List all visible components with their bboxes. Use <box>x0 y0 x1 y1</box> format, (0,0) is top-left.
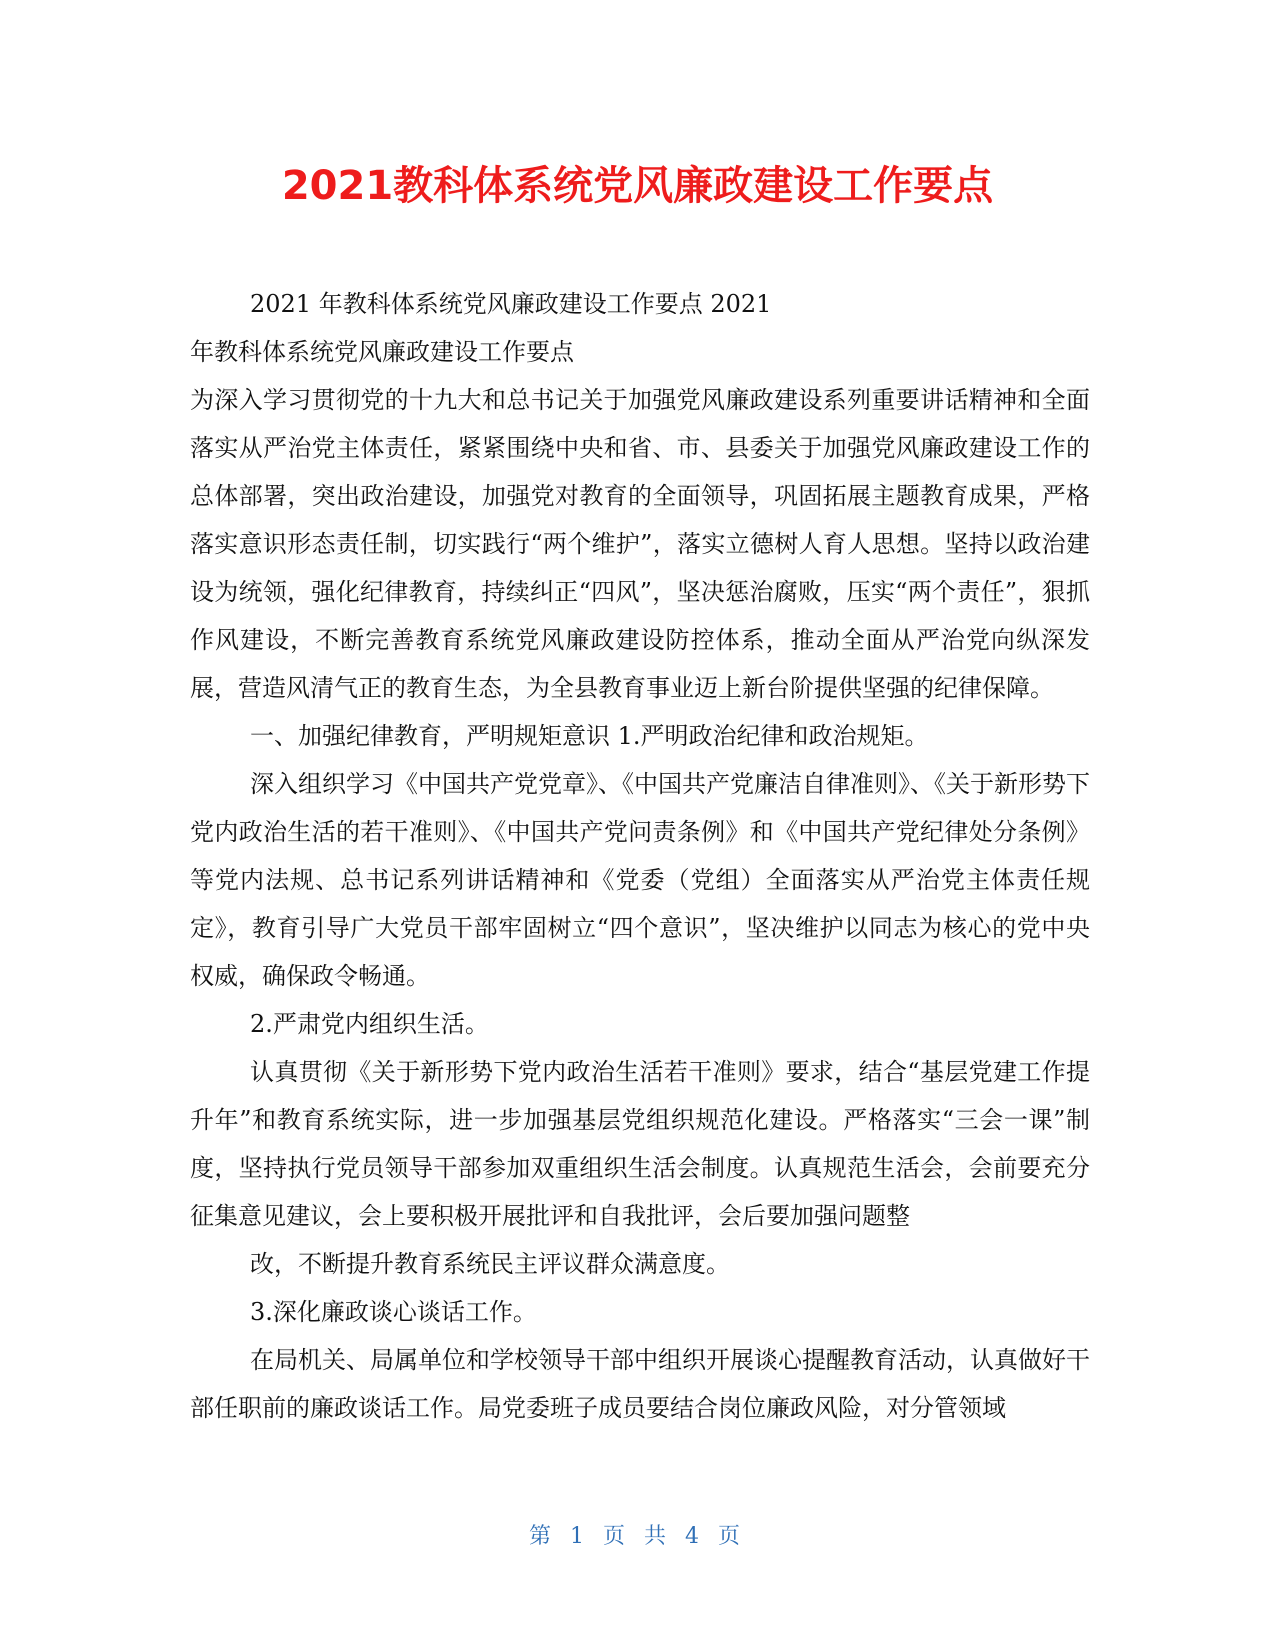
body-paragraph: 年教科体系统党风廉政建设工作要点 <box>190 338 574 366</box>
body-paragraph: 2021 年教科体系统党风廉政建设工作要点 2021 <box>250 290 772 318</box>
body-paragraph: 深入组织学习《中国共产党党章》、《中国共产党廉洁自律准则》、《关于新形势下党内政治生活的若干准则》、《中国共产党问责条例》和《中国共产党纪律处分条例》等党内法规、总书记系列讲话精神和《党委（党组）全面落实从严治党主体责任规定》，教育引导广大党员干部牢固树立“四个意识”，坚决维护以同志为核心的党中央权威，确保政令畅通。 <box>190 770 1090 990</box>
page-footer: 第 1 页 共 4 页 <box>529 1524 746 1549</box>
document-body <box>190 280 1090 1432</box>
document-title: 2021教科体系统党风廉政建设工作要点 <box>281 163 994 209</box>
body-paragraph: 2.严肃党内组织生活。 <box>250 1010 489 1038</box>
body-paragraph: 3.深化廉政谈心谈话工作。 <box>250 1298 537 1326</box>
body-paragraph: 认真贯彻《关于新形势下党内政治生活若干准则》要求，结合“基层党建工作提升年”和教育系统实际，进一步加强基层党组织规范化建设。严格落实“三会一课”制度，坚持执行党员领导干部参加双重组织生活会制度。认真规范生活会，会前要充分征集意见建议，会上要积极开展批评和自我批评，会后要加强问题整 <box>190 1058 1090 1230</box>
body-paragraph: 在局机关、局属单位和学校领导干部中组织开展谈心提醒教育活动，认真做好干部任职前的廉政谈话工作。局党委班子成员要结合岗位廉政风险，对分管领域 <box>190 1346 1090 1422</box>
body-paragraph: 一、加强纪律教育，严明规矩意识 1.严明政治纪律和政治规矩。 <box>250 722 929 750</box>
body-paragraph: 改，不断提升教育系统民主评议群众满意度。 <box>250 1250 730 1278</box>
body-paragraph: 为深入学习贯彻党的十九大和总书记关于加强党风廉政建设系列重要讲话精神和全面落实从严治党主体责任，紧紧围绕中央和省、市、县委关于加强党风廉政建设工作的总体部署，突出政治建设，加强党对教育的全面领导，巩固拓展主题教育成果，严格落实意识形态责任制，切实践行“两个维护”，落实立德树人育人思想。坚持以政治建设为统领，强化纪律教育，持续纠正“四风”，坚决惩治腐败，压实“两个责任”，狠抓作风建设，不断完善教育系统党风廉政建设防控体系，推动全面从严治党向纵深发展，营造风清气正的教育生态，为全县教育事业迈上新台阶提供坚强的纪律保障。 <box>190 386 1090 702</box>
